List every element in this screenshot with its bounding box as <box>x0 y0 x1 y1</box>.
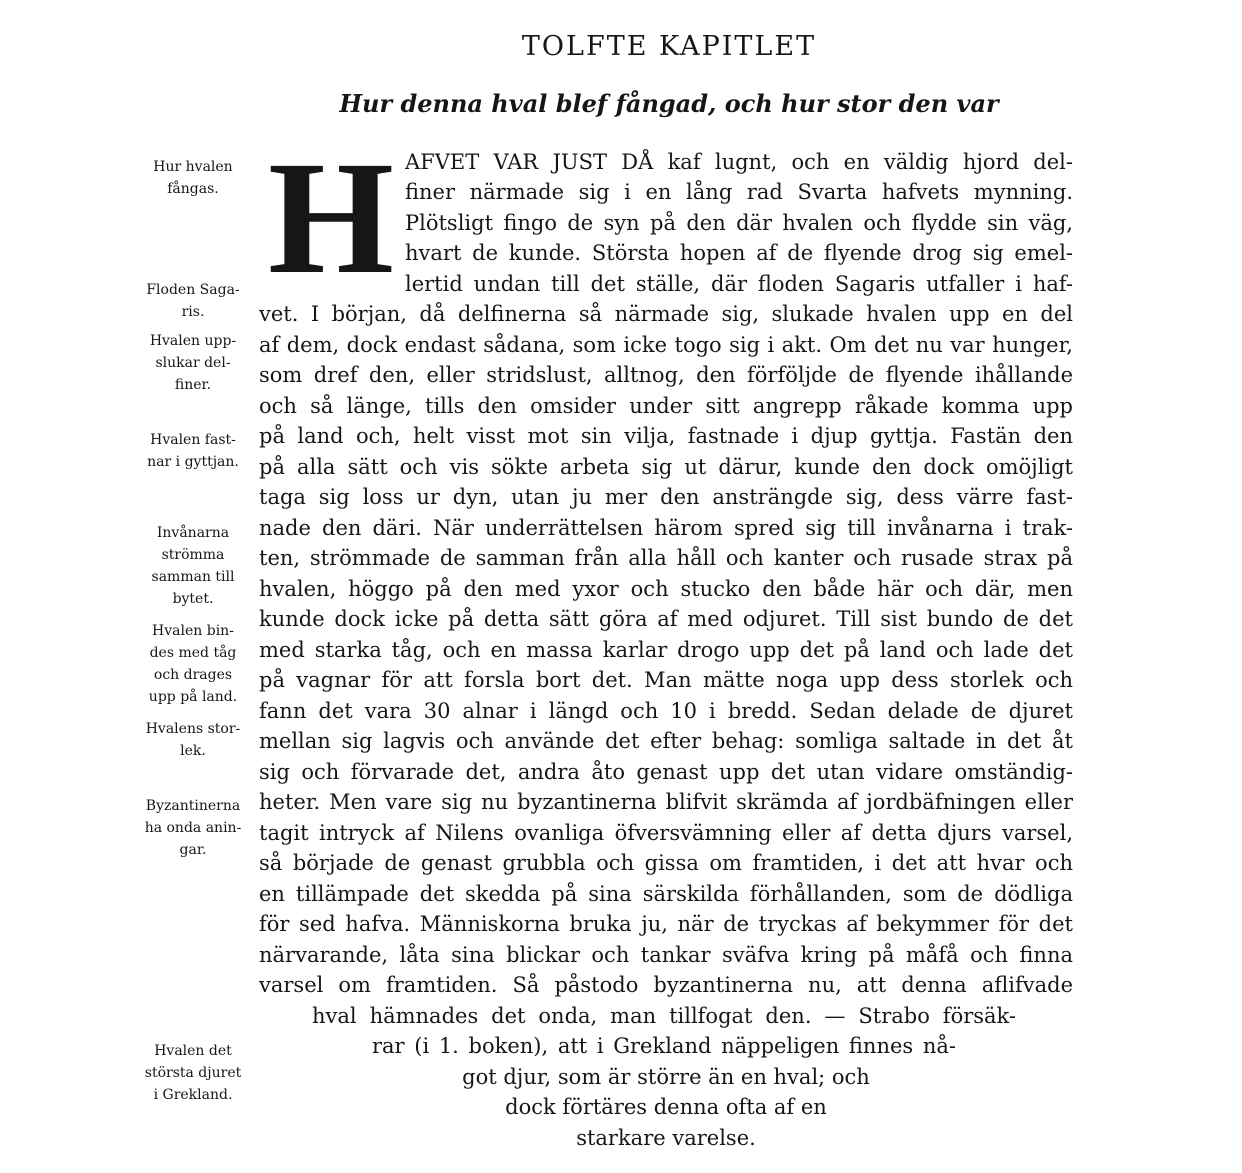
body-line: och så länge, tills den omsider under sitt angrepp råkade komma upp <box>259 394 1073 418</box>
margin-note: Byzantinerna ha onda anin- gar. <box>144 798 242 858</box>
body-line: got djur, som är större än en hval; och <box>462 1065 870 1089</box>
body-line: med starka tåg, och en massa karlar drogo upp det på land och lade det <box>259 638 1073 662</box>
margin-note: Hur hvalen fångas. <box>153 159 233 197</box>
body-line: hval hämnades det onda, man tillfogat den. — Strabo försäk- <box>312 1004 1016 1028</box>
body-line: sig och förvarade det, andra åto genast upp det utan vidare omständig- <box>259 760 1073 784</box>
body-line: tagit intryck af Nilens ovanliga öfversvämning eller af detta djurs varsel, <box>259 821 1073 845</box>
body-line: för sed hafva. Människorna bruka ju, när de tryckas af bekymmer för det <box>259 912 1073 936</box>
margin-note: Invånarna strömma samman till bytet. <box>151 525 235 607</box>
body-line: finer närmade sig i en lång rad Svarta hafvets mynning. <box>405 180 1073 204</box>
margin-note: Hvalen det största djuret i Grekland. <box>144 1043 242 1103</box>
body-line: rar (i 1. boken), att i Grekland näppeligen finnes nå- <box>372 1034 956 1058</box>
margin-note: Floden Saga- ris. <box>146 282 240 320</box>
margin-note: Hvalens stor- lek. <box>145 721 241 759</box>
body-line: af dem, dock endast sådana, som icke togo sig i akt. Om det nu var hunger, <box>259 333 1073 357</box>
body-line: varsel om framtiden. Så påstodo byzantinerna nu, att denna aflifvade <box>259 973 1073 997</box>
body-line: lertid undan till det ställe, där floden Sagaris utfaller i haf- <box>405 272 1073 296</box>
body-line: som dref den, eller stridslust, alltnog, den förföljde de flyende ihållande <box>259 363 1073 387</box>
body-line: på vagnar för att forsla bort det. Man mätte noga upp dess storlek och <box>259 668 1073 692</box>
body-line: AFVET VAR JUST DÅ kaf lugnt, och en väldig hjord del- <box>405 150 1073 174</box>
drop-cap: H <box>268 129 395 308</box>
body-line: fann det vara 30 alnar i längd och 10 i bredd. Sedan delade de djuret <box>259 699 1073 723</box>
margin-note: Hvalen fast- nar i gyttjan. <box>147 432 239 470</box>
body-line: en tillämpade det skedda på sina särskilda förhållanden, som de dödliga <box>259 882 1073 906</box>
body-line: så började de genast grubbla och gissa om framtiden, i det att hvar och <box>259 851 1073 875</box>
body-line: ten, strömmade de samman från alla håll och kanter och rusade strax på <box>259 546 1073 570</box>
body-line: heter. Men vare sig nu byzantinerna blifvit skrämda af jordbäfningen eller <box>259 790 1073 814</box>
body-line: dock förtäres denna ofta af en <box>505 1095 827 1119</box>
body-line: hvalen, höggo på den med yxor och stucko den både här och där, men <box>259 577 1073 601</box>
body-line: starkare varelse. <box>576 1126 756 1150</box>
body-line: närvarande, låta sina blickar och tankar sväfva kring på måfå och finna <box>259 943 1073 967</box>
body-line: Plötsligt fingo de syn på den där hvalen och flydde sin väg, <box>405 211 1073 235</box>
body-line: taga sig loss ur dyn, utan ju mer den ansträngde sig, dess värre fast- <box>259 485 1073 509</box>
body-line: vet. I början, då delfinerna så närmade sig, slukade hvalen upp en del <box>259 302 1073 326</box>
body-line: nade den däri. När underrättelsen härom spred sig till invånarna i trak- <box>259 516 1073 540</box>
body-line: på land och, helt visst mot sin vilja, fastnade i djup gyttja. Fastän den <box>259 424 1073 448</box>
chapter-subtitle: Hur denna hval blef fångad, och hur stor den var <box>339 89 999 118</box>
body-line: hvart de kunde. Största hopen af de flyende drog sig emel- <box>405 241 1073 265</box>
body-line: kunde dock icke på detta sätt göra af med odjuret. Till sist bundo de det <box>259 607 1073 631</box>
margin-note: Hvalen bin- des med tåg och drages upp på land. <box>148 623 238 705</box>
chapter-title: TOLFTE KAPITLET <box>521 31 817 62</box>
margin-note: Hvalen upp- slukar del- finer. <box>149 333 237 393</box>
body-line: mellan sig lagvis och använde det efter behag: somliga saltade in det åt <box>259 729 1073 753</box>
body-line: på alla sätt och vis sökte arbeta sig ut därur, kunde den dock omöjligt <box>259 455 1073 479</box>
